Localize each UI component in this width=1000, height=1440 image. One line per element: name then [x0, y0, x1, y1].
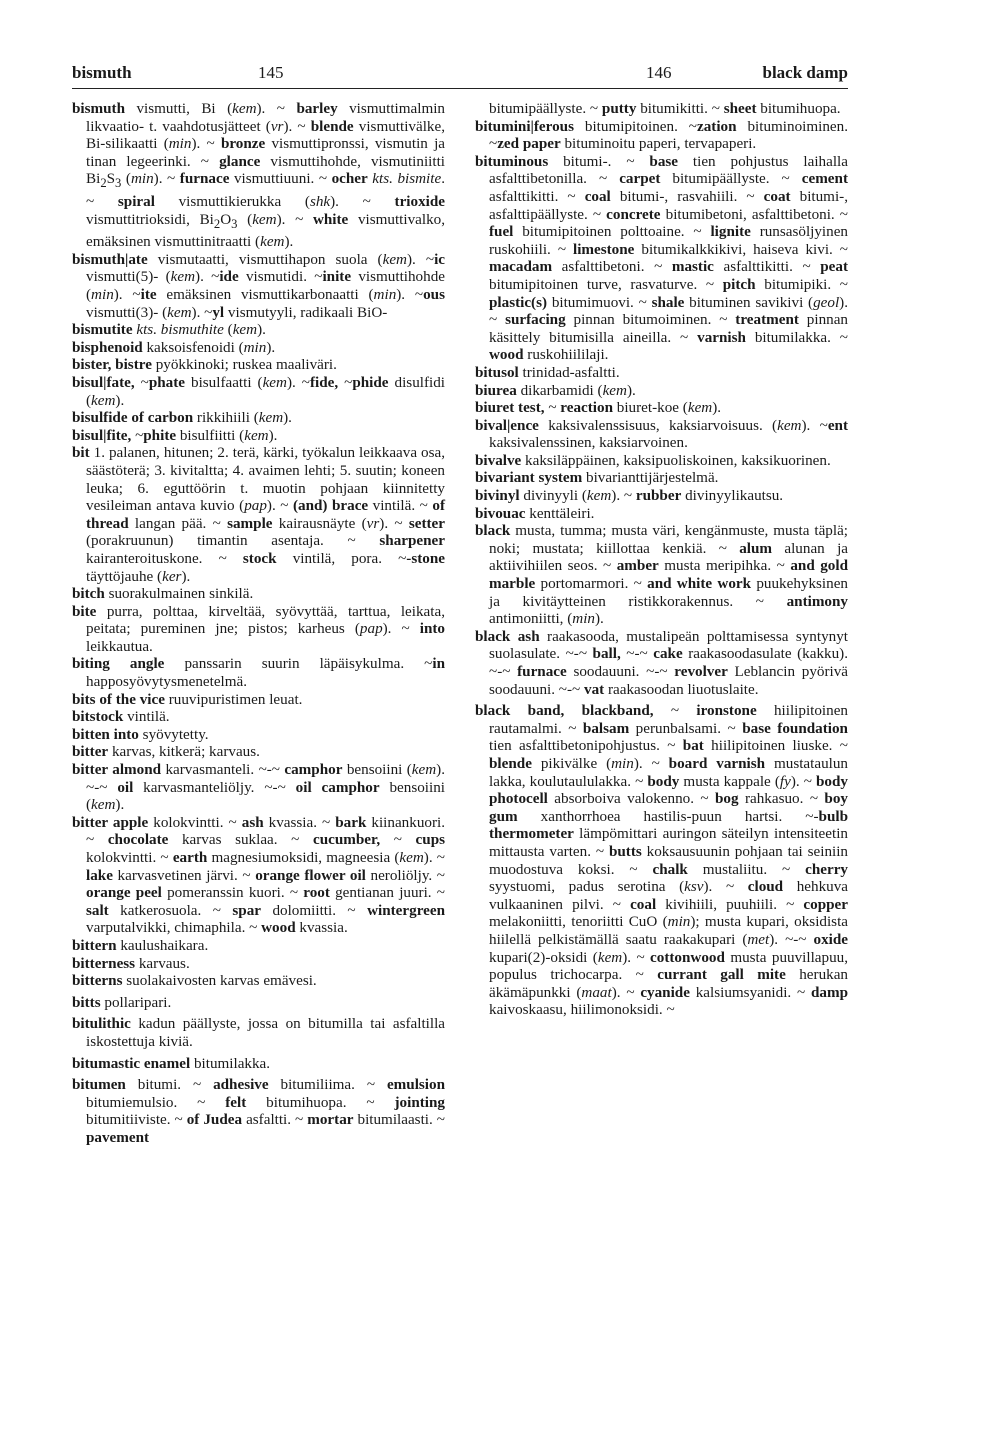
- dictionary-entry: biting angle panssarin suurin läpäisykulma. ~in happosyövytysmenetelmä.: [72, 655, 445, 691]
- dictionary-entry: bits of the vice ruuvipuristimen leuat.: [72, 690, 303, 708]
- dictionary-entry: bitumastic enamel bitumilakka.: [72, 1054, 271, 1072]
- dictionary-entry: bivariant system bivarianttijärjestelmä.: [475, 469, 719, 487]
- dictionary-entry: bitumen bitumi. ~ adhesive bitumiliima. ~ emulsion bitumiemulsio. ~ felt bitumihuopa. ~ jointing bitumitiiviste. ~ of Judea asfaltti. ~ mortar bitumilaasti. ~ pavement: [72, 1076, 445, 1146]
- dictionary-entry: bisul|fate, ~phate bisulfaatti (kem). ~fide, ~phide disulfidi (kem).: [72, 373, 446, 409]
- dictionary-entry: bisphenoid kaksoisfenoidi (min).: [72, 338, 276, 356]
- dictionary-entry: bittern kaulushaikara.: [72, 936, 209, 954]
- dictionary-entry: bitter almond karvasmanteli. ~-~ camphor bensoiini (kem). ~-~ oil karvasmanteliöljy. ~-~ oil camphor bensoiini (kem).: [72, 761, 445, 814]
- dictionary-entry: bit 1. palanen, hitunen; 2. terä, kärki, työkalun leikkaava osa, säästöterä; 3. kivitaltta; 4. avaimen lehti; 5. suutin; koneen leuka; 6. eguttöörin t. muotin pohjaan kiinnitetty vesileiman antava kuvio (pap). ~ (and) brace vintilä. ~ of thread langan pää. ~ sample kairausnäyte (vr). ~ setter (porakruunun) timantin asentaja. ~ sharpener kairanteroituskone. ~ stock vintilä, pora. ~-stone täyttöjauhe (ker).: [72, 444, 445, 585]
- dictionary-entry: bitstock vintilä.: [72, 708, 170, 726]
- dictionary-entry: bival|ence kaksivalenssisuus, kaksiarvoisuus. (kem). ~ent kaksivalenssinen, kaksiarvoinen.: [475, 416, 849, 452]
- left-column: [72, 100, 445, 1147]
- dictionary-entry: bister, bistre pyökkinoki; ruskea maaliväri.: [72, 356, 337, 374]
- dictionary-entry: bismuth vismutti, Bi (kem). ~ barley vismuttimalmin likvaatio- t. vaahdotusjätteet (vr). ~ blende vismuttivälke, Bi-silikaatti (min). ~ bronze vismuttipronssi, vismutin ja tinan legeerinki. ~ glance vismuttihohde, vismutiniitti $Bi_2S_3$ (min). ~ furnace vismuttiuuni. ~ ocher kts. bismite. ~ spiral vismuttikierukka (shk). ~ trioxide vismuttitrioksidi, $Bi_2O_3$ (kem). ~ white vismuttivalko, emäksinen vismuttinitraatti (kem).: [72, 100, 446, 251]
- continued-entry: bitumipäällyste. ~ putty bitumikitti. ~ sheet bitumihuopa.: [489, 100, 841, 117]
- dictionary-entry: black ash raakasooda, mustalipeän polttamisessa syntynyt suolasulate. ~-~ ball, ~-~ cake raakasoodasulate (kakku). ~-~ furnace soodauuni. ~-~ revolver Leblancin pyörivä soodauuni. ~-~ vat raakasoodan liuotuslaite.: [475, 627, 849, 698]
- header-right-word: black damp: [762, 63, 848, 82]
- dictionary-entry: bitterness karvaus.: [72, 954, 190, 972]
- header-left-word: bismuth: [72, 63, 132, 82]
- dictionary-entry: bitulithic kadun päällyste, jossa on bitumilla tai asfaltilla iskostettuja kiviä.: [72, 1015, 445, 1050]
- dictionary-entry: bismutite kts. bismuthite (kem).: [72, 321, 266, 339]
- dictionary-entry: bismuth|ate vismutaatti, vismuttihapon suola (kem). ~ic vismutti(5)- (kem). ~ide vismutidi. ~inite vismuttihohde (min). ~ite emäksinen vismuttikarbonaatti (min). ~ous vismutti(3)- (kem). ~yl vismutyyli, radikaali BiO-: [72, 250, 445, 321]
- dictionary-entry: bitterns suolakaivosten karvas emävesi.: [72, 972, 317, 990]
- dictionary-entry: bitter apple kolokvintti. ~ ash kvassia. ~ bark kiinankuori. ~ chocolate karvas suklaa. ~ cucumber, ~ cups kolokvintti. ~ earth magnesiumoksidi, magneesia (kem). ~ lake karvasvetinen järvi. ~ orange flower oil neroliöljy. ~ orange peel pomeranssin kuori. ~ root gentianan juuri. ~ salt katkerosuola. ~ spar dolomiitti. ~ wintergreen varputalvikki, chimaphila. ~ wood kvassia.: [72, 813, 446, 937]
- header-right-page-number: 146: [646, 63, 672, 82]
- dictionary-entry: bitter karvas, kitkerä; karvaus.: [72, 743, 260, 761]
- dictionary-entry: black band, blackband, ~ ironstone hiilipitoinen rautamalmi. ~ balsam perunbalsami. ~ base foundation tien asfalttibetonipohjustus. ~ bat hiilipitoinen liuske. ~ blende pikivälke (min). ~ board varnish mustataulun lakka, koulutaululakka. ~ body musta kappale (fy). ~ body photocell absorboiva valokenno. ~ bog rahkasuo. ~ boy gum xanthorrhoea hastilis-puun hartsi. ~-bulb thermometer lämpömittari auringon säteilyn intensiteetin mittausta varten. ~ butts koksausuunin pohjaan tai seiniin muodostuva koksi. ~ chalk mustaliitu. ~ cherry syystuomi, padus serotina (ksv). ~ cloud hehkuva vulkaaninen pilvi. ~ coal kivihiili, puuhiili. ~ copper melakoniitti, tenoriitti CuO (min); musta kupari, oksidista hiilellä pelkistämällä saatu raakakupari (met). ~-~ oxide kupari(2)-oksidi (kem). ~ cottonwood musta puuvillapuu, populus trichocarpa. ~ currant gall mite herukan äkämäpunkki (maat). ~ cyanide kalsiumsyanidi. ~ damp kaivoskaasu, hiilimonoksidi. ~: [475, 702, 849, 1019]
- dictionary-entry: black musta, tumma; musta väri, kengänmuste, musta täplä; noki; mustata; kiillottaa kenkiä. ~ alum alunan ja aktiivihiilen seos. ~ amber musta meripihka. ~ and gold marble portomarmori. ~ and white work puukehyksinen ja kivitäytteinen ristikkorakennus. ~ antimony antimoniitti, (min).: [475, 522, 849, 628]
- dictionary-entry: bitumini|ferous bitumipitoinen. ~zation bituminoiminen. ~zed paper bituminoitu paperi, tervapaperi.: [475, 117, 848, 153]
- dictionary-entry: bivouac kenttäleiri.: [475, 504, 595, 522]
- dictionary-entry: biuret test, ~ reaction biuret-koe (kem).: [475, 399, 722, 417]
- dictionary-entry: bitten into syövytetty.: [72, 725, 209, 743]
- dictionary-entry: bisulfide of carbon rikkihiili (kem).: [72, 409, 292, 427]
- dictionary-entry: bite purra, polttaa, kirveltää, syövyttää, tarttua, leikata, peitata; pureminen jne; pistos; karheus (pap). ~ into leikkautua.: [72, 602, 446, 655]
- dictionary-entry: bivinyl divinyyli (kem). ~ rubber divinyylikautsu.: [475, 487, 784, 505]
- dictionary-entry: bitts pollaripari.: [72, 993, 172, 1011]
- dictionary-entry: bivalve kaksiläppäinen, kaksipuoliskoinen, kaksikuorinen.: [475, 451, 831, 469]
- header-rule: [72, 88, 848, 89]
- dictionary-entry: bitch suorakulmainen sinkilä.: [72, 585, 254, 603]
- dictionary-entry: bitusol trinidad-asfaltti.: [475, 363, 620, 381]
- right-column: [475, 100, 848, 1019]
- dictionary-entry: biurea dikarbamidi (kem).: [475, 381, 636, 399]
- dictionary-entry: bisul|fite, ~phite bisulfiitti (kem).: [72, 426, 278, 444]
- header-left-page-number: 145: [258, 63, 284, 82]
- dictionary-entry: bituminous bitumi-. ~ base tien pohjustus laihalla asfalttibetonilla. ~ carpet bitumipäällyste. ~ cement asfalttikitti. ~ coal bitumi-, rasvahiili. ~ coat bitumi-, asfalttipäällyste. ~ concrete bitumibetoni, asfalttibetoni. ~ fuel bitumipitoinen polttoaine. ~ lignite runsasöljyinen ruskohiili. ~ limestone bitumikalkkikivi, haiseva kivi. ~ macadam asfalttibetoni. ~ mastic asfalttikitti. ~ peat bitumipitoinen turve, rasvaturve. ~ pitch bitumipiki. ~ plastic(s) bitumimuovi. ~ shale bituminen savikivi (geol). ~ surfacing pinnan bitumoiminen. ~ treatment pinnan käsittely bitumisilla aineilla. ~ varnish bitumilakka. ~ wood ruskohiililaji.: [475, 152, 849, 364]
